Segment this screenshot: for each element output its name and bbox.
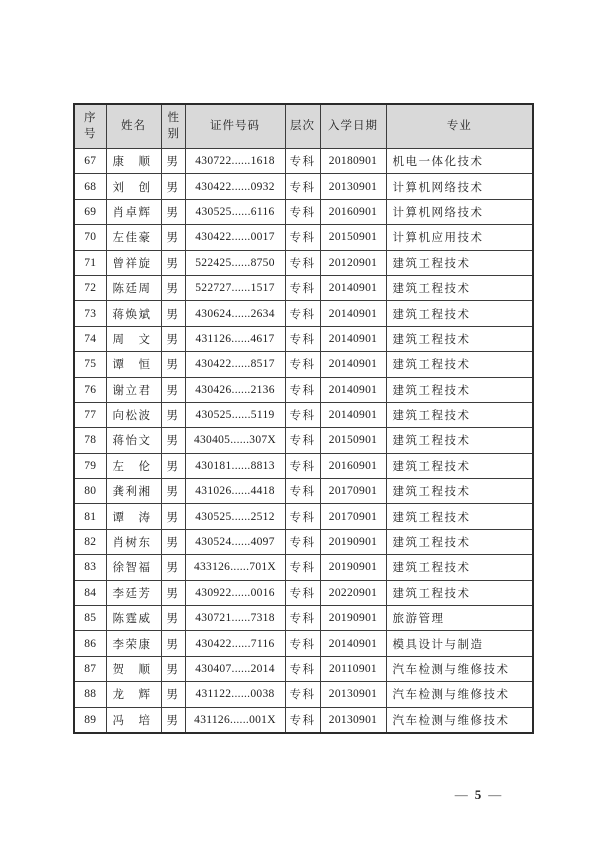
cell-name: 李廷芳 (106, 580, 161, 605)
cell-level: 专科 (285, 555, 320, 580)
cell-major: 建筑工程技术 (386, 250, 533, 275)
cell-gender: 男 (161, 555, 185, 580)
header-level: 层次 (285, 104, 320, 149)
cell-name: 周 文 (106, 326, 161, 351)
header-row (74, 104, 533, 149)
cell-index: 80 (74, 479, 106, 504)
cell-name: 蒋怡文 (106, 428, 161, 453)
cell-id-number: 430405......307X (185, 428, 285, 453)
table-row (74, 504, 533, 529)
header-gender: 性别 (161, 104, 185, 149)
cell-level: 专科 (285, 682, 320, 707)
cell-enroll-date: 20140901 (320, 352, 386, 377)
cell-enroll-date: 20140901 (320, 326, 386, 351)
cell-major: 建筑工程技术 (386, 453, 533, 478)
table-row (74, 428, 533, 453)
cell-id-number: 430524......4097 (185, 529, 285, 554)
cell-id-number: 430422......7116 (185, 631, 285, 656)
cell-level: 专科 (285, 428, 320, 453)
cell-enroll-date: 20180901 (320, 149, 386, 174)
table-row (74, 326, 533, 351)
cell-index: 85 (74, 606, 106, 631)
table-row (74, 402, 533, 427)
cell-major: 建筑工程技术 (386, 326, 533, 351)
cell-gender: 男 (161, 606, 185, 631)
cell-gender: 男 (161, 529, 185, 554)
cell-index: 86 (74, 631, 106, 656)
header-name: 姓名 (106, 104, 161, 149)
table-row (74, 529, 533, 554)
cell-index: 83 (74, 555, 106, 580)
cell-index: 71 (74, 250, 106, 275)
cell-level: 专科 (285, 479, 320, 504)
cell-id-number: 431122......0038 (185, 682, 285, 707)
cell-id-number: 430722......1618 (185, 149, 285, 174)
cell-id-number: 430525......5119 (185, 402, 285, 427)
table-body (74, 149, 533, 733)
cell-major: 建筑工程技术 (386, 301, 533, 326)
cell-index: 84 (74, 580, 106, 605)
footer-left-dash: — (454, 787, 468, 802)
table-row (74, 301, 533, 326)
cell-major: 汽车检测与维修技术 (386, 682, 533, 707)
cell-level: 专科 (285, 225, 320, 250)
cell-id-number: 430422......0932 (185, 174, 285, 199)
cell-gender: 男 (161, 402, 185, 427)
cell-gender: 男 (161, 377, 185, 402)
cell-enroll-date: 20160901 (320, 453, 386, 478)
cell-major: 建筑工程技术 (386, 352, 533, 377)
cell-gender: 男 (161, 301, 185, 326)
cell-gender: 男 (161, 428, 185, 453)
cell-index: 68 (74, 174, 106, 199)
cell-major: 建筑工程技术 (386, 428, 533, 453)
cell-level: 专科 (285, 377, 320, 402)
cell-name: 冯 培 (106, 707, 161, 733)
cell-index: 89 (74, 707, 106, 733)
cell-id-number: 430525......6116 (185, 199, 285, 224)
cell-index: 79 (74, 453, 106, 478)
cell-id-number: 430426......2136 (185, 377, 285, 402)
cell-gender: 男 (161, 199, 185, 224)
cell-name: 肖树东 (106, 529, 161, 554)
cell-id-number: 430181......8813 (185, 453, 285, 478)
table-row (74, 555, 533, 580)
cell-id-number: 430624......2634 (185, 301, 285, 326)
table-row (74, 275, 533, 300)
cell-index: 75 (74, 352, 106, 377)
cell-index: 78 (74, 428, 106, 453)
cell-id-number: 431126......001X (185, 707, 285, 733)
cell-id-number: 430525......2512 (185, 504, 285, 529)
cell-name: 龚利湘 (106, 479, 161, 504)
header-major: 专业 (386, 104, 533, 149)
cell-index: 73 (74, 301, 106, 326)
cell-name: 徐智福 (106, 555, 161, 580)
cell-enroll-date: 20110901 (320, 656, 386, 681)
table-header (74, 104, 533, 149)
cell-id-number: 430922......0016 (185, 580, 285, 605)
table-row (74, 149, 533, 174)
cell-enroll-date: 20140901 (320, 631, 386, 656)
cell-major: 建筑工程技术 (386, 529, 533, 554)
cell-name: 左佳豪 (106, 225, 161, 250)
cell-gender: 男 (161, 352, 185, 377)
cell-index: 88 (74, 682, 106, 707)
cell-index: 74 (74, 326, 106, 351)
table-row (74, 250, 533, 275)
cell-index: 72 (74, 275, 106, 300)
cell-level: 专科 (285, 250, 320, 275)
cell-name: 谭 恒 (106, 352, 161, 377)
table-row (74, 606, 533, 631)
cell-gender: 男 (161, 275, 185, 300)
cell-major: 建筑工程技术 (386, 275, 533, 300)
cell-enroll-date: 20190901 (320, 555, 386, 580)
cell-level: 专科 (285, 580, 320, 605)
cell-major: 建筑工程技术 (386, 504, 533, 529)
table-row (74, 199, 533, 224)
cell-level: 专科 (285, 402, 320, 427)
cell-index: 77 (74, 402, 106, 427)
cell-level: 专科 (285, 529, 320, 554)
cell-enroll-date: 20170901 (320, 504, 386, 529)
cell-gender: 男 (161, 479, 185, 504)
cell-enroll-date: 20130901 (320, 682, 386, 707)
cell-level: 专科 (285, 453, 320, 478)
cell-level: 专科 (285, 631, 320, 656)
cell-level: 专科 (285, 301, 320, 326)
cell-major: 建筑工程技术 (386, 402, 533, 427)
header-enroll-date: 入学日期 (320, 104, 386, 149)
cell-index: 76 (74, 377, 106, 402)
cell-major: 模具设计与制造 (386, 631, 533, 656)
cell-id-number: 430407......2014 (185, 656, 285, 681)
cell-enroll-date: 20130901 (320, 174, 386, 199)
cell-id-number: 430422......8517 (185, 352, 285, 377)
cell-id-number: 522425......8750 (185, 250, 285, 275)
cell-enroll-date: 20170901 (320, 479, 386, 504)
cell-enroll-date: 20140901 (320, 377, 386, 402)
cell-id-number: 431126......4617 (185, 326, 285, 351)
cell-enroll-date: 20220901 (320, 580, 386, 605)
cell-name: 左 伦 (106, 453, 161, 478)
cell-gender: 男 (161, 631, 185, 656)
cell-enroll-date: 20130901 (320, 707, 386, 733)
cell-level: 专科 (285, 199, 320, 224)
header-index: 序号 (74, 104, 106, 149)
cell-level: 专科 (285, 707, 320, 733)
cell-enroll-date: 20140901 (320, 301, 386, 326)
cell-id-number: 430422......0017 (185, 225, 285, 250)
cell-major: 建筑工程技术 (386, 377, 533, 402)
cell-level: 专科 (285, 504, 320, 529)
cell-gender: 男 (161, 174, 185, 199)
cell-index: 70 (74, 225, 106, 250)
cell-major: 机电一体化技术 (386, 149, 533, 174)
cell-name: 李荣康 (106, 631, 161, 656)
table-row (74, 656, 533, 681)
cell-enroll-date: 20150901 (320, 428, 386, 453)
cell-major: 建筑工程技术 (386, 555, 533, 580)
footer-right-dash: — (488, 787, 502, 802)
cell-major: 计算机网络技术 (386, 174, 533, 199)
cell-level: 专科 (285, 149, 320, 174)
cell-gender: 男 (161, 250, 185, 275)
cell-name: 陈霆威 (106, 606, 161, 631)
cell-enroll-date: 20190901 (320, 529, 386, 554)
cell-gender: 男 (161, 682, 185, 707)
cell-id-number: 433126......701X (185, 555, 285, 580)
cell-major: 计算机应用技术 (386, 225, 533, 250)
cell-gender: 男 (161, 225, 185, 250)
cell-name: 谭 涛 (106, 504, 161, 529)
cell-level: 专科 (285, 275, 320, 300)
cell-index: 87 (74, 656, 106, 681)
cell-name: 贺 顺 (106, 656, 161, 681)
cell-gender: 男 (161, 580, 185, 605)
cell-name: 龙 辉 (106, 682, 161, 707)
cell-level: 专科 (285, 606, 320, 631)
cell-id-number: 522727......1517 (185, 275, 285, 300)
cell-id-number: 431026......4418 (185, 479, 285, 504)
cell-level: 专科 (285, 656, 320, 681)
table-row (74, 352, 533, 377)
table-row (74, 631, 533, 656)
cell-gender: 男 (161, 656, 185, 681)
table-row (74, 682, 533, 707)
cell-enroll-date: 20190901 (320, 606, 386, 631)
cell-name: 向松波 (106, 402, 161, 427)
cell-name: 谢立君 (106, 377, 161, 402)
footer-page-number: 5 (474, 787, 482, 802)
table-row (74, 174, 533, 199)
cell-index: 82 (74, 529, 106, 554)
cell-gender: 男 (161, 149, 185, 174)
student-roster-table (73, 103, 534, 734)
cell-enroll-date: 20140901 (320, 402, 386, 427)
table-row (74, 453, 533, 478)
cell-enroll-date: 20160901 (320, 199, 386, 224)
cell-gender: 男 (161, 453, 185, 478)
cell-name: 肖卓辉 (106, 199, 161, 224)
cell-index: 69 (74, 199, 106, 224)
cell-name: 刘 创 (106, 174, 161, 199)
cell-enroll-date: 20150901 (320, 225, 386, 250)
cell-enroll-date: 20120901 (320, 250, 386, 275)
cell-enroll-date: 20140901 (320, 275, 386, 300)
table-row (74, 580, 533, 605)
cell-id-number: 430721......7318 (185, 606, 285, 631)
page-number (428, 787, 528, 803)
cell-major: 计算机网络技术 (386, 199, 533, 224)
cell-gender: 男 (161, 326, 185, 351)
cell-major: 建筑工程技术 (386, 580, 533, 605)
cell-index: 81 (74, 504, 106, 529)
cell-major: 建筑工程技术 (386, 479, 533, 504)
cell-major: 汽车检测与维修技术 (386, 656, 533, 681)
table-row (74, 225, 533, 250)
cell-major: 汽车检测与维修技术 (386, 707, 533, 733)
cell-major: 旅游管理 (386, 606, 533, 631)
cell-level: 专科 (285, 174, 320, 199)
table-row (74, 479, 533, 504)
cell-gender: 男 (161, 504, 185, 529)
cell-name: 陈廷周 (106, 275, 161, 300)
header-id-number: 证件号码 (185, 104, 285, 149)
cell-gender: 男 (161, 707, 185, 733)
cell-level: 专科 (285, 352, 320, 377)
cell-index: 67 (74, 149, 106, 174)
table-row (74, 377, 533, 402)
cell-name: 蒋焕斌 (106, 301, 161, 326)
cell-name: 曾祥旋 (106, 250, 161, 275)
cell-name: 康 顺 (106, 149, 161, 174)
table-row (74, 707, 533, 733)
cell-level: 专科 (285, 326, 320, 351)
